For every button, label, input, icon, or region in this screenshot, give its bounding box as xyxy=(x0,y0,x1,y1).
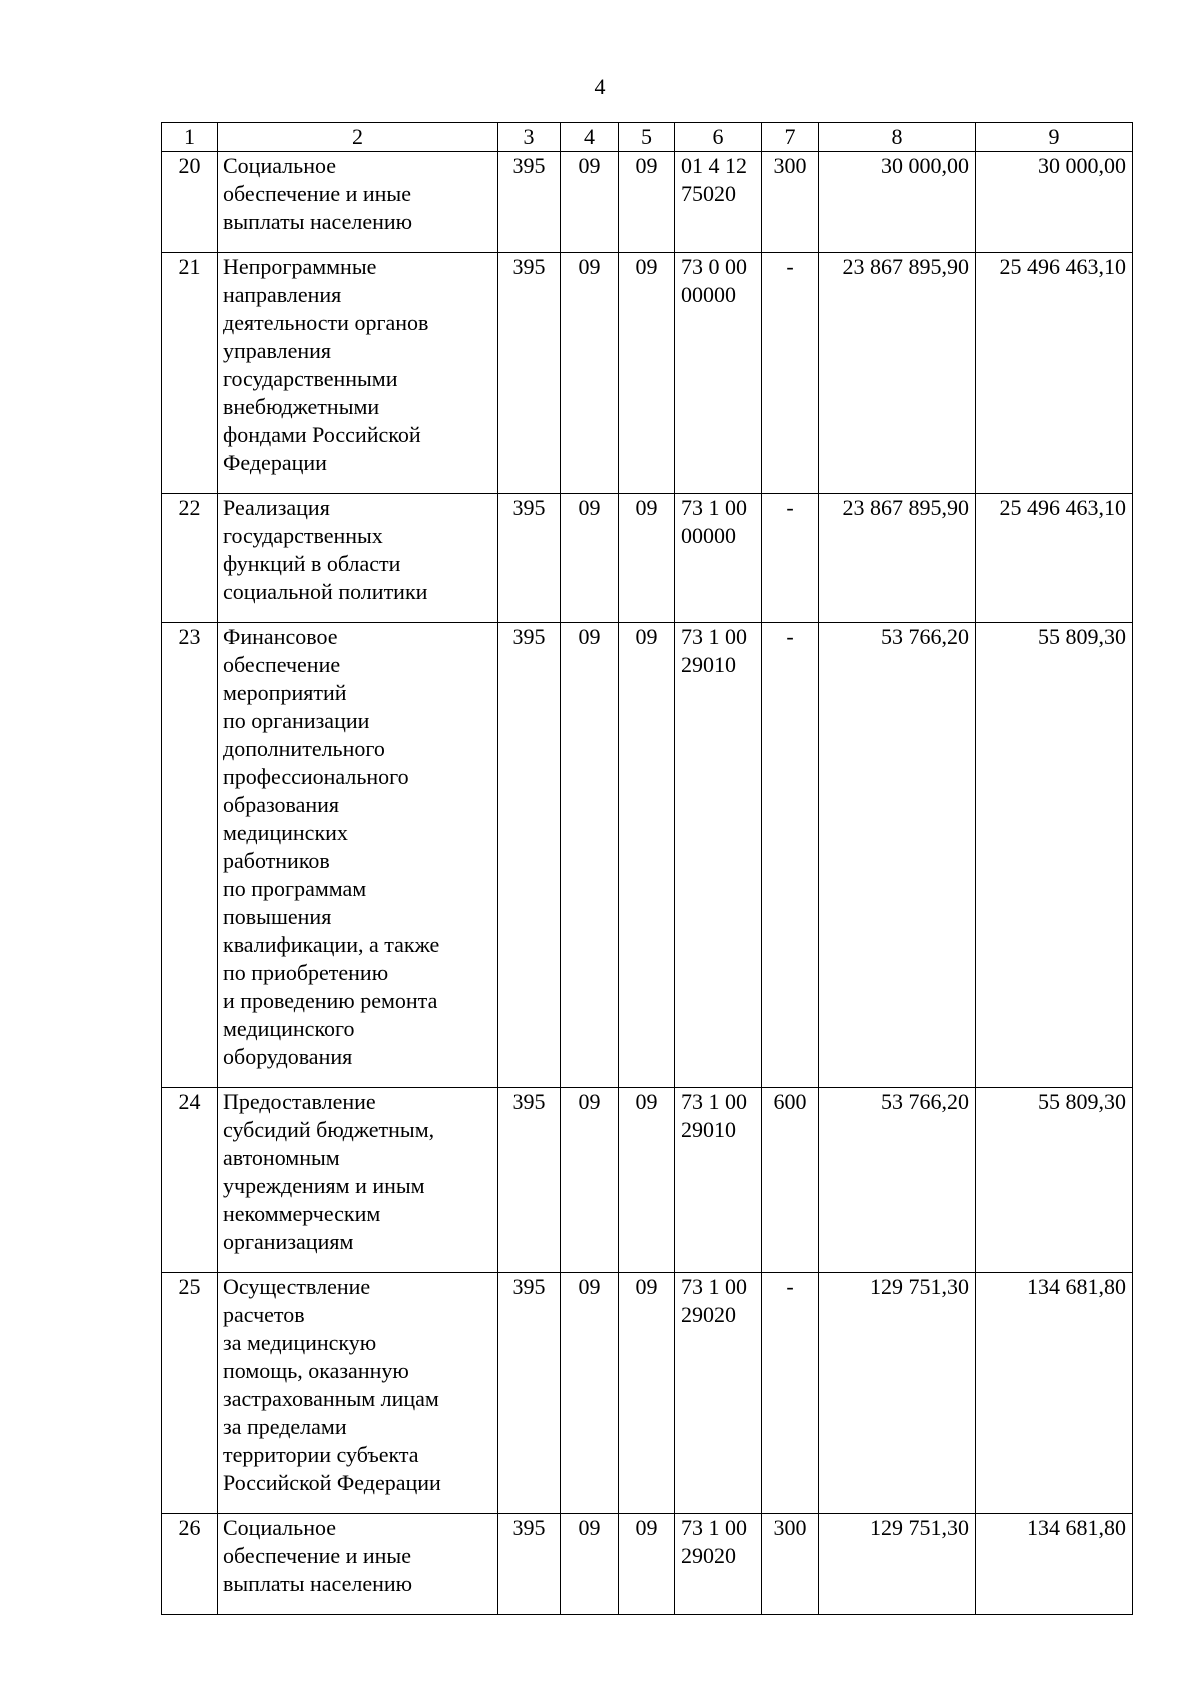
column-header: 3 xyxy=(498,123,561,152)
item-name-cell xyxy=(218,1273,498,1514)
item-name-line: выплаты населению xyxy=(223,1571,413,1596)
item-name-line: Российской Федерации xyxy=(223,1470,441,1495)
section-code-cell: 09 xyxy=(561,253,619,494)
row-number-cell: 24 xyxy=(162,1088,218,1273)
item-name-line: выплаты населению xyxy=(223,209,413,234)
amount-year1-cell: 30 000,00 xyxy=(819,152,976,253)
row-number-cell: 26 xyxy=(162,1514,218,1615)
page-number: 4 xyxy=(594,74,606,99)
column-header: 7 xyxy=(762,123,819,152)
subsection-code-cell: 09 xyxy=(619,1514,675,1615)
amount-year1-cell: 23 867 895,90 xyxy=(819,494,976,623)
item-name-line: по приобретению xyxy=(223,960,389,985)
table-row xyxy=(162,1273,1133,1514)
section-code-cell: 09 xyxy=(561,152,619,253)
amount-year2-cell: 134 681,80 xyxy=(976,1273,1133,1514)
target-article-line: 01 4 12 xyxy=(681,153,747,178)
item-name-line: за медицинскую xyxy=(223,1330,377,1355)
item-name-line: обеспечение и иные xyxy=(223,181,411,206)
section-code-cell: 09 xyxy=(561,1088,619,1273)
target-article-cell xyxy=(675,1514,762,1615)
amount-year2-cell: 55 809,30 xyxy=(976,623,1133,1088)
expense-type-cell: - xyxy=(762,623,819,1088)
item-name-line: направления xyxy=(223,282,342,307)
item-name-line: по программам xyxy=(223,876,367,901)
item-name-line: автономным xyxy=(223,1145,340,1170)
item-name-line: за пределами xyxy=(223,1414,347,1439)
item-name-line: повышения xyxy=(223,904,332,929)
target-article-cell xyxy=(675,623,762,1088)
target-article-line: 73 1 00 xyxy=(681,1274,747,1299)
target-article-line: 73 0 00 xyxy=(681,254,747,279)
item-name-cell xyxy=(218,494,498,623)
item-name-line: обеспечение xyxy=(223,652,341,677)
column-header: 4 xyxy=(561,123,619,152)
expense-type-cell: - xyxy=(762,494,819,623)
table-body xyxy=(162,123,1133,1615)
column-header: 6 xyxy=(675,123,762,152)
item-name-line: фондами Российской xyxy=(223,422,421,447)
amount-year2-cell: 134 681,80 xyxy=(976,1514,1133,1615)
amount-year1-cell: 23 867 895,90 xyxy=(819,253,976,494)
target-article-line: 73 1 00 xyxy=(681,624,747,649)
subsection-code-cell: 09 xyxy=(619,1088,675,1273)
item-name-line: управления xyxy=(223,338,332,363)
item-name-line: Социальное xyxy=(223,153,336,178)
column-header: 2 xyxy=(218,123,498,152)
item-name-line: мероприятий xyxy=(223,680,347,705)
table-row xyxy=(162,623,1133,1088)
item-name-cell xyxy=(218,623,498,1088)
row-number-cell: 20 xyxy=(162,152,218,253)
expense-type-cell: 300 xyxy=(762,152,819,253)
row-number-cell: 22 xyxy=(162,494,218,623)
item-name-line: Социальное xyxy=(223,1515,336,1540)
item-name-line: оборудования xyxy=(223,1044,353,1069)
item-name-line: медицинского xyxy=(223,1016,355,1041)
item-name-line: профессионального xyxy=(223,764,409,789)
expense-type-cell: - xyxy=(762,1273,819,1514)
row-number-cell: 25 xyxy=(162,1273,218,1514)
table-header-row xyxy=(162,123,1133,152)
item-name-line: Финансовое xyxy=(223,624,338,649)
grbs-code-cell: 395 xyxy=(498,1273,561,1514)
expense-type-cell: 300 xyxy=(762,1514,819,1615)
column-header: 5 xyxy=(619,123,675,152)
item-name-line: и проведению ремонта xyxy=(223,988,438,1013)
item-name-cell xyxy=(218,1514,498,1615)
expense-type-cell: 600 xyxy=(762,1088,819,1273)
table-row xyxy=(162,253,1133,494)
budget-table xyxy=(161,122,1133,1615)
table-row xyxy=(162,1088,1133,1273)
target-article-line: 29020 xyxy=(681,1543,736,1568)
item-name-line: расчетов xyxy=(223,1302,305,1327)
target-article-line: 75020 xyxy=(681,181,736,206)
section-code-cell: 09 xyxy=(561,494,619,623)
target-article-cell xyxy=(675,494,762,623)
item-name-line: работников xyxy=(223,848,330,873)
subsection-code-cell: 09 xyxy=(619,1273,675,1514)
item-name-line: квалификации, а также xyxy=(223,932,440,957)
column-header: 8 xyxy=(819,123,976,152)
target-article-line: 00000 xyxy=(681,523,736,548)
column-header: 9 xyxy=(976,123,1133,152)
target-article-cell xyxy=(675,253,762,494)
target-article-line: 73 1 00 xyxy=(681,1515,747,1540)
item-name-cell xyxy=(218,253,498,494)
item-name-cell xyxy=(218,152,498,253)
table-row xyxy=(162,494,1133,623)
subsection-code-cell: 09 xyxy=(619,494,675,623)
target-article-line: 00000 xyxy=(681,282,736,307)
row-number-cell: 23 xyxy=(162,623,218,1088)
grbs-code-cell: 395 xyxy=(498,1514,561,1615)
section-code-cell: 09 xyxy=(561,1514,619,1615)
section-code-cell: 09 xyxy=(561,1273,619,1514)
grbs-code-cell: 395 xyxy=(498,152,561,253)
target-article-cell xyxy=(675,1273,762,1514)
subsection-code-cell: 09 xyxy=(619,152,675,253)
expense-type-cell: - xyxy=(762,253,819,494)
item-name-line: медицинских xyxy=(223,820,348,845)
column-header: 1 xyxy=(162,123,218,152)
item-name-line: Осуществление xyxy=(223,1274,371,1299)
item-name-line: застрахованным лицам xyxy=(223,1386,439,1411)
amount-year1-cell: 53 766,20 xyxy=(819,1088,976,1273)
item-name-line: Федерации xyxy=(223,450,327,475)
item-name-line: субсидий бюджетным, xyxy=(223,1117,435,1142)
target-article-line: 29010 xyxy=(681,652,736,677)
table-row xyxy=(162,1514,1133,1615)
item-name-line: внебюджетными xyxy=(223,394,380,419)
target-article-line: 29020 xyxy=(681,1302,736,1327)
grbs-code-cell: 395 xyxy=(498,253,561,494)
item-name-line: учреждениям и иным xyxy=(223,1173,425,1198)
item-name-line: территории субъекта xyxy=(223,1442,419,1467)
item-name-line: государственными xyxy=(223,366,398,391)
amount-year1-cell: 53 766,20 xyxy=(819,623,976,1088)
item-name-line: помощь, оказанную xyxy=(223,1358,409,1383)
item-name-line: деятельности органов xyxy=(223,310,429,335)
subsection-code-cell: 09 xyxy=(619,253,675,494)
item-name-line: функций в области xyxy=(223,551,401,576)
item-name-line: дополнительного xyxy=(223,736,385,761)
amount-year2-cell: 30 000,00 xyxy=(976,152,1133,253)
item-name-line: Предоставление xyxy=(223,1089,376,1114)
target-article-line: 73 1 00 xyxy=(681,495,747,520)
item-name-line: образования xyxy=(223,792,340,817)
grbs-code-cell: 395 xyxy=(498,623,561,1088)
item-name-line: обеспечение и иные xyxy=(223,1543,411,1568)
target-article-cell xyxy=(675,152,762,253)
amount-year1-cell: 129 751,30 xyxy=(819,1273,976,1514)
amount-year2-cell: 25 496 463,10 xyxy=(976,253,1133,494)
target-article-line: 73 1 00 xyxy=(681,1089,747,1114)
item-name-line: организациям xyxy=(223,1229,354,1254)
grbs-code-cell: 395 xyxy=(498,494,561,623)
grbs-code-cell: 395 xyxy=(498,1088,561,1273)
item-name-line: по организации xyxy=(223,708,370,733)
amount-year2-cell: 55 809,30 xyxy=(976,1088,1133,1273)
item-name-line: Реализация xyxy=(223,495,330,520)
item-name-line: социальной политики xyxy=(223,579,428,604)
item-name-line: Непрограммные xyxy=(223,254,377,279)
item-name-line: государственных xyxy=(223,523,383,548)
row-number-cell: 21 xyxy=(162,253,218,494)
amount-year1-cell: 129 751,30 xyxy=(819,1514,976,1615)
amount-year2-cell: 25 496 463,10 xyxy=(976,494,1133,623)
section-code-cell: 09 xyxy=(561,623,619,1088)
target-article-cell xyxy=(675,1088,762,1273)
item-name-cell xyxy=(218,1088,498,1273)
subsection-code-cell: 09 xyxy=(619,623,675,1088)
item-name-line: некоммерческим xyxy=(223,1201,381,1226)
table-row xyxy=(162,152,1133,253)
target-article-line: 29010 xyxy=(681,1117,736,1142)
